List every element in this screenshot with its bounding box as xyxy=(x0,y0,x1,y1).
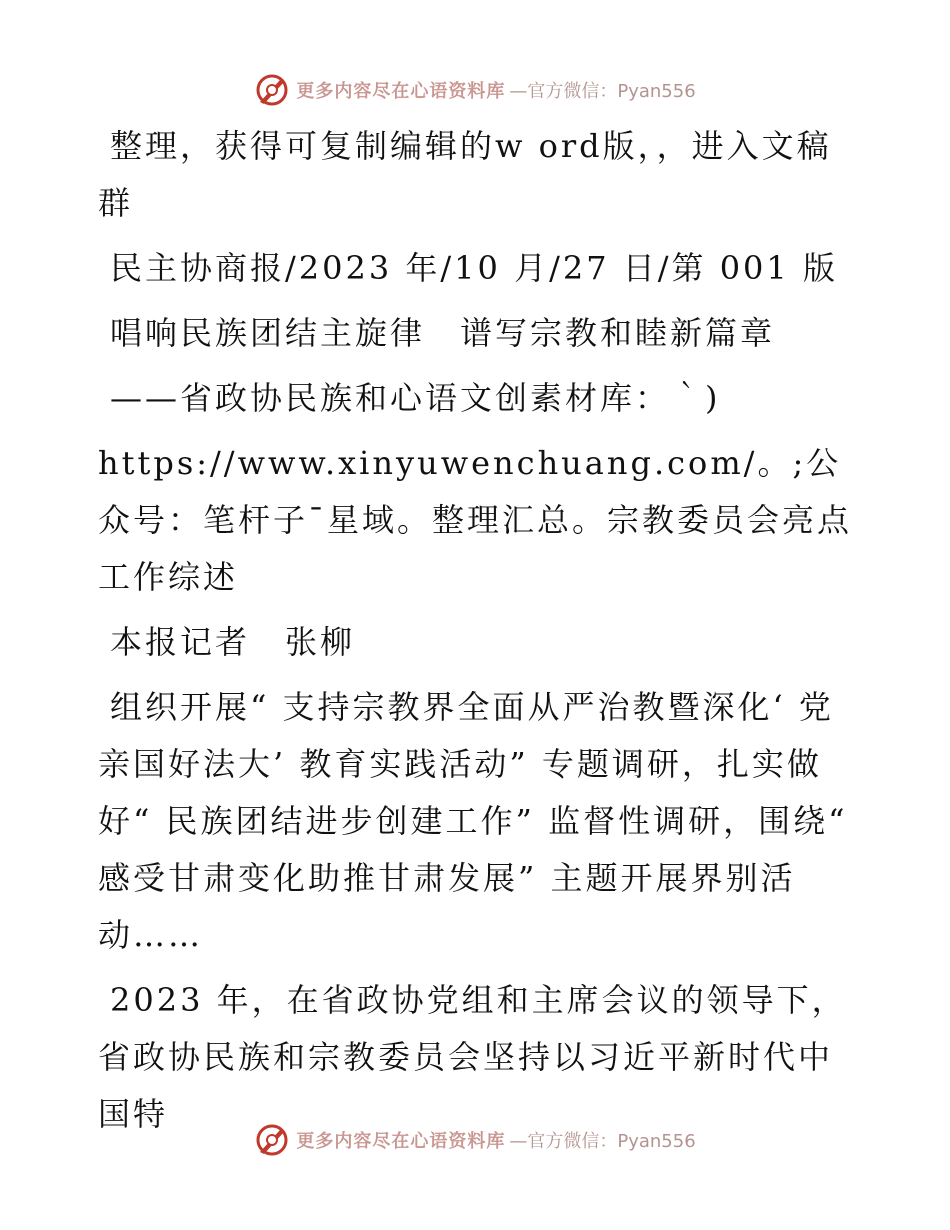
body-paragraph: 2023 年，在省政协党组和主席会议的领导下，省政协民族和宗教委员会坚持以习近平新时代中国特 xyxy=(98,981,847,1133)
quill-pen-circle-icon xyxy=(254,1122,290,1158)
document-body xyxy=(98,118,858,1151)
body-paragraph: 组织开展“ 支持宗教界全面从严治教暨深化‘ 党亲国好法大’ 教育实践活动” 专题调研，扎实做好“ 民族团结进步创建工作” 监督性调研，围绕“ 感受甘肃变化助推甘肃发展” 主题开展界别活动…… xyxy=(98,688,848,954)
banner-contact-text: —官方微信：Pyan556 xyxy=(509,81,696,102)
url-paragraph: https://www.xinyuwenchuang.com/。;公众号：笔杆子¯星域。整理汇总。宗教委员会亮点工作综述 xyxy=(98,444,853,596)
banner-contact-text: —官方微信：Pyan556 xyxy=(509,1131,696,1152)
subheadline: ——省政协民族和心语文创素材库：｀) xyxy=(110,379,721,417)
source-line: 民主协商报/2023 年/10 月/27 日/第 001 版 xyxy=(110,249,838,287)
header-banner xyxy=(0,70,950,110)
byline: 本报记者 张柳 xyxy=(110,623,356,661)
quill-pen-circle-icon xyxy=(254,72,290,108)
banner-brand-text: 更多内容尽在心语资料库 xyxy=(296,1131,506,1152)
intro-paragraph: 整理，获得可复制编辑的w ord版，，进入文稿群 xyxy=(98,127,832,222)
headline: 唱响民族团结主旋律 谱写宗教和睦新篇章 xyxy=(110,314,776,352)
footer-banner xyxy=(0,1120,950,1160)
banner-brand-text: 更多内容尽在心语资料库 xyxy=(296,81,506,102)
